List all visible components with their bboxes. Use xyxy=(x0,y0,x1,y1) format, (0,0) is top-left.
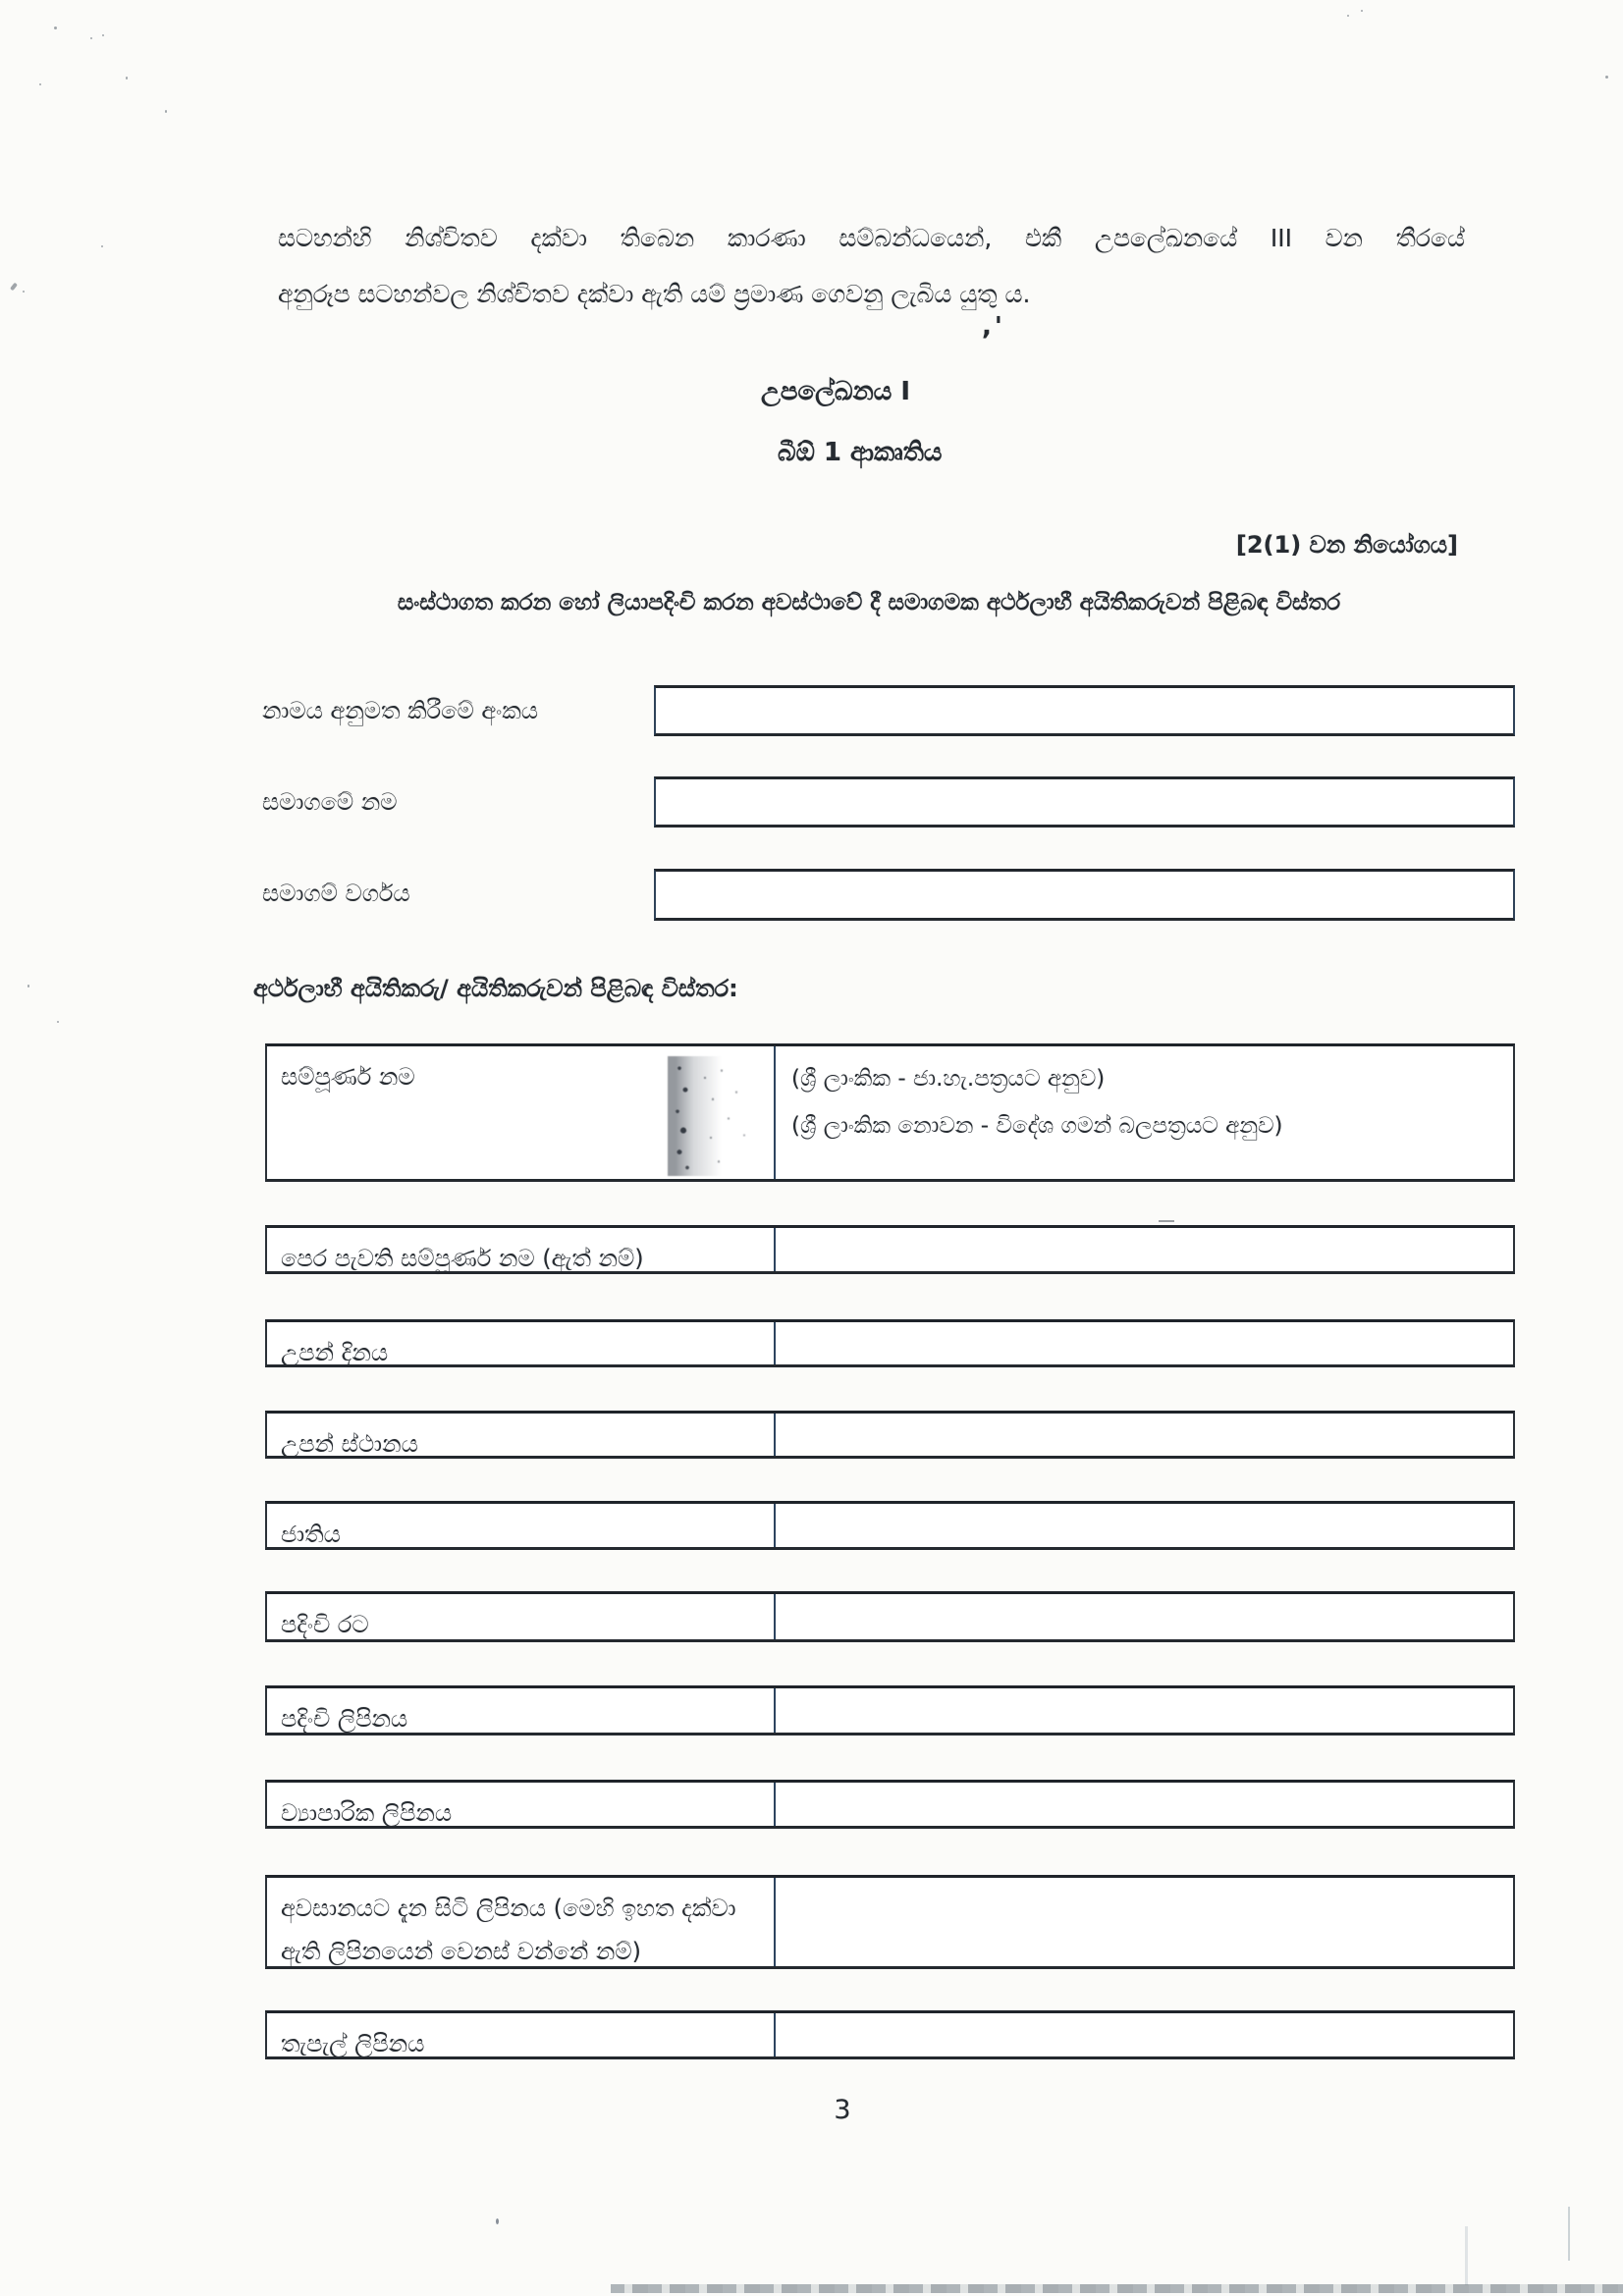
label-country-of-residence: පදිංචි රට xyxy=(281,1611,369,1638)
schedule-heading: උපලේඛනය I xyxy=(761,377,911,406)
scan-speck xyxy=(1347,15,1349,17)
company-type-input[interactable] xyxy=(654,869,1515,921)
label-business-address: ව්‍යාපාරික ලිපිනය xyxy=(281,1799,453,1827)
regulation-reference: [2(1) වන නියෝගය] xyxy=(1235,531,1458,559)
scan-speck xyxy=(27,985,29,988)
row-place-of-birth xyxy=(265,1411,1515,1459)
company-name-input[interactable] xyxy=(654,776,1515,828)
label-company-type: සමාගම් වර්ගය xyxy=(262,880,410,907)
postal-address-input[interactable] xyxy=(776,2013,1513,2056)
country-of-residence-input[interactable] xyxy=(776,1594,1513,1639)
former-name-label-cell xyxy=(267,1228,776,1271)
label-former-name: පෙර පැවති සම්පූර්ණ නම (ඇත් නම්) xyxy=(281,1245,644,1272)
note-non-sri-lankan-passport: (ශ්‍රී ලාංකික නොවන - විදේශ ගමන් බලපත්‍රයට අනුව) xyxy=(791,1113,1283,1139)
row-country-of-residence xyxy=(265,1591,1515,1642)
place-of-birth-input[interactable] xyxy=(776,1414,1513,1456)
business-address-label-cell xyxy=(267,1783,776,1826)
row-former-name xyxy=(265,1225,1515,1274)
row-residential-address xyxy=(265,1685,1515,1735)
date-of-birth-label-cell xyxy=(267,1322,776,1364)
full-name-label-cell xyxy=(267,1046,776,1179)
row-date-of-birth xyxy=(265,1319,1515,1367)
ink-smudge xyxy=(668,1056,766,1176)
nationality-label-cell xyxy=(267,1504,776,1547)
place-of-birth-label-cell xyxy=(267,1414,776,1456)
intro-line-1: සටහන්හි නිශ්චිතව දක්වා තිබෙන කාරණා සම්බන්ධයෙන්, එකී උපලේඛනයේ III වන තීරයේ xyxy=(278,224,1465,252)
form-number-heading: බීඕ 1 ආකෘතිය xyxy=(778,438,943,467)
scan-scratch xyxy=(1465,2226,1468,2285)
scan-speck xyxy=(1605,76,1608,79)
row-full-name xyxy=(265,1043,1515,1182)
scan-speck xyxy=(1159,1220,1174,1222)
scan-artifact-bar xyxy=(611,2284,1623,2293)
stray-punctuation-mark: ,' xyxy=(982,312,1005,342)
label-nationality: ජාතිය xyxy=(281,1521,341,1548)
bo-section-title: අර්ථලාභී අයිතිකරු/ අයිතිකරුවන් පිළිබඳ විස්තර: xyxy=(253,975,738,1002)
last-known-address-input[interactable] xyxy=(776,1878,1513,1966)
nationality-input[interactable] xyxy=(776,1504,1513,1547)
scan-speck xyxy=(101,245,103,247)
label-postal-address: තැපැල් ලිපිනය xyxy=(281,2030,425,2057)
page-number: 3 xyxy=(834,2095,851,2125)
row-business-address xyxy=(265,1780,1515,1829)
scan-speck xyxy=(90,37,92,39)
label-company-name: සමාගමේ නම xyxy=(262,788,398,816)
residential-address-label-cell xyxy=(267,1688,776,1733)
label-name-approval-number: නාමය අනුමත කිරීමේ අංකය xyxy=(262,697,539,724)
postal-address-label-cell xyxy=(267,2013,776,2056)
business-address-input[interactable] xyxy=(776,1783,1513,1826)
scan-speck xyxy=(10,283,18,292)
scan-speck xyxy=(126,77,128,80)
label-full-name: සම්පූර්ණ නම xyxy=(281,1063,415,1091)
note-sri-lankan-nic: (ශ්‍රී ලාංකික - ජා.හැ.පත්‍රයට අනුව) xyxy=(791,1066,1106,1092)
form-title: සංස්ථාගත කරන හෝ ලියාපදිංචි කරන අවස්ථාවේ දී සමාගමක අර්ථලාභී අයිතිකරුවන් පිළිබඳ විස්තර xyxy=(397,590,1341,615)
scan-speck xyxy=(1361,10,1363,12)
residential-address-input[interactable] xyxy=(776,1688,1513,1733)
label-residential-address: පදිංචි ලිපිනය xyxy=(281,1705,408,1733)
scan-speck xyxy=(57,1021,59,1023)
scan-speck xyxy=(165,110,167,113)
label-last-known-address: අවසානයට දැන සිටි ලිපිනය (මෙහි ඉහත දක්වා ඇති ලිපිනයෙන් වෙනස් වන්නේ නම්) xyxy=(281,1895,736,1965)
intro-line-2: අනුරූප සටහන්වල නිශ්චිතව දක්වා ඇති යම් ප්‍රමාණ ගෙවනු ලැබිය යුතු ය. xyxy=(278,280,1031,308)
scan-speck xyxy=(54,27,57,29)
country-of-residence-label-cell xyxy=(267,1594,776,1639)
scan-scratch xyxy=(1568,2207,1570,2261)
scan-speck xyxy=(39,83,41,85)
label-place-of-birth: උපන් ස්ථානය xyxy=(281,1430,418,1458)
row-last-known-address xyxy=(265,1875,1515,1969)
scan-speck xyxy=(496,2218,499,2224)
row-postal-address xyxy=(265,2010,1515,2059)
scan-speck xyxy=(23,291,25,293)
name-approval-number-input[interactable] xyxy=(654,685,1515,736)
label-date-of-birth: උපන් දිනය xyxy=(281,1339,389,1366)
row-nationality xyxy=(265,1501,1515,1550)
date-of-birth-input[interactable] xyxy=(776,1322,1513,1364)
full-name-input[interactable] xyxy=(776,1046,1513,1179)
former-name-input[interactable] xyxy=(776,1228,1513,1271)
scan-speck xyxy=(102,34,104,36)
intro-paragraph xyxy=(278,210,1465,322)
last-known-address-label-cell xyxy=(267,1878,776,1966)
